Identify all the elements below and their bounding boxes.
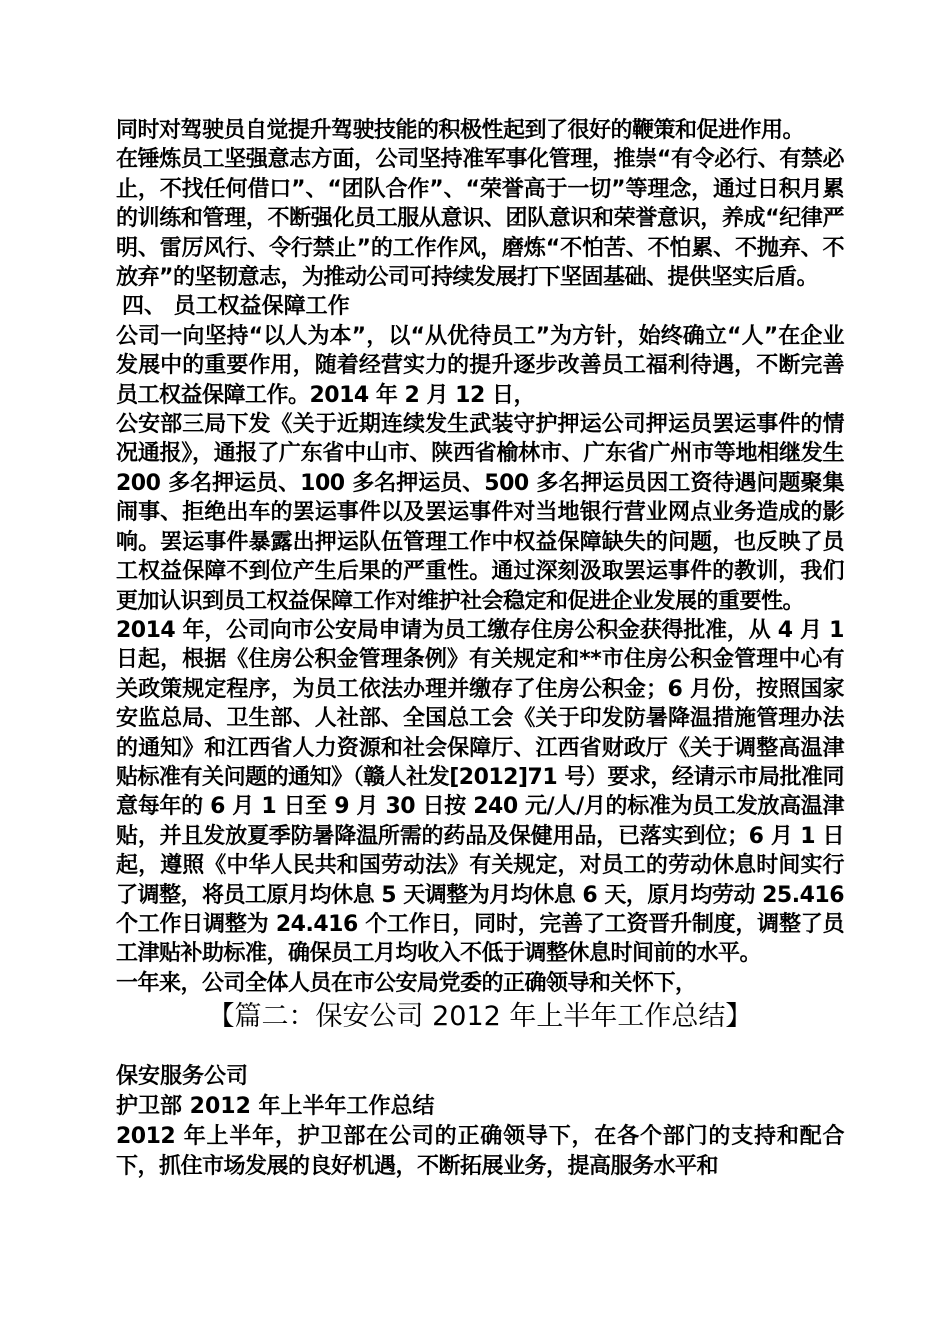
company-name: 保安服务公司 — [116, 1064, 249, 1090]
heading-employee-rights: 四、 员工权益保障工作 — [122, 294, 350, 320]
report-title: 护卫部 2012 年上半年工作总结 — [116, 1094, 435, 1120]
paragraph-people-first: 公司一向坚持“以人为本”，以“从优待员工”为方针，始终确立“人”在企业发展中的重要作用，随着经营实力的提升逐步改善员工福利待遇，不断完善员工权益保障工作。2014 年 2 月 12 日， — [116, 323, 844, 408]
paragraph-driver-skills: 同时对驾驶员自觉提升驾驶技能的积极性起到了很好的鞭策和促进作用。 — [116, 118, 805, 143]
paragraph-first-half: 2012 年上半年，护卫部在公司的正确领导下，在各个部门的支持和配合下，抓住市场发展的良好机遇，不断拓展业务，提高服务水平和 — [116, 1124, 844, 1179]
paragraph-willpower: 在锤炼员工坚强意志方面，公司坚持准军事化管理，推崇“有令必行、有禁必止，不找任何借口”、“团队合作”、“荣誉高于一切”等理念，通过日积月累的训练和管理，不断强化员工服从意识、团队意识和荣誉意识，养成“纪律严明、雷厉风行、令行禁止”的工作作风，磨炼“不怕苦、不怕累、不抛弃、不放弃”的坚韧意志，为推动公司可持续发展打下坚固基础、提供坚实后盾。 — [116, 147, 844, 291]
paragraph-housing-fund: 2014 年，公司向市公安局申请为员工缴存住房公积金获得批准，从 4 月 1 日起，根据《住房公积金管理条例》有关规定和**市住房公积金管理中心有关政策规定程序，为员工依法办理并缴存了住房公积金；6 月份，按照国家安监总局、卫生部、人社部、全国总工会《关于印发防暑降温措施管理办法的通知》和江西省人力资源和社会保障厅、江西省财政厅《关于调整高温津贴标准有关问题的通知》（赣人社发[2012]71 号）要求，经请示市局批准同意每年的 6 月 1 日至 9 月 30 日按 240 元/人/月的标准为员工发放高温津贴，并且发放夏季防暑降温所需的药品及保健用品，已落实到位；6 月 1 日起，遵照《中华人民共和国劳动法》有关规定，对员工的劳动休息时间实行了调整，将员工原月均休息 5 天调整为月均休息 6 天，原月均劳动 25.416 个工作日调整为 24.416 个工作日，同时，完善了工资晋升制度，调整了员工津贴补助标准，确保员工月均收入不低于调整休息时间前的水平。 — [116, 617, 844, 967]
paragraph-strike-notice: 公安部三局下发《关于近期连续发生武装守护押运公司押运员罢运事件的情况通报》，通报了广东省中山市、陕西省榆林市、广东省广州市等地相继发生 200 多名押运员、100 多名押运员、500 多名押运员因工资待遇问题聚集闹事、拒绝出车的罢运事件以及罢运事件对当地银行营业网点业务造成的影响。罢运事件暴露出押运队伍管理工作中权益保障缺失的问题，也反映了员工权益保障不到位产生后果的严重性。通过深刻汲取罢运事件的教训，我们更加认识到员工权益保障工作对维护社会稳定和促进企业发展的重要性。 — [116, 412, 844, 614]
paragraph-year-summary: 一年来，公司全体人员在市公安局党委的正确领导和关怀下， — [116, 970, 697, 996]
document-page — [116, 116, 844, 1181]
section-title: 【篇二：保安公司 2012 年上半年工作总结】 — [207, 1001, 753, 1033]
